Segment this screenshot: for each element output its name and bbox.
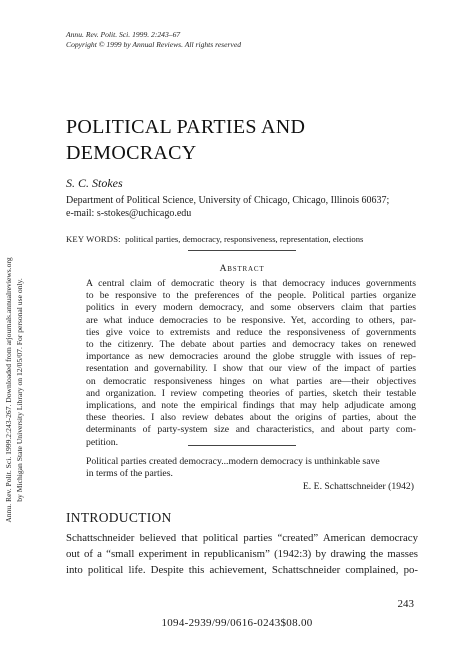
abstract-line: to the citizenry. The debate about parties and democracy takes on renewed bbox=[86, 339, 416, 351]
affiliation-email: e-mail: s-stokes@uchicago.edu bbox=[66, 207, 192, 219]
sidebar-line-1: Annu. Rev. Polit. Sci. 1999.2:243-267. Downloaded from arjournals.annualreviews.org bbox=[4, 257, 13, 523]
introduction-line: into political life. Despite this achievement, Schattschneider complained, po- bbox=[66, 564, 418, 577]
abstract-line: to be responsive to the preferences of the people. Political parties organize bbox=[86, 290, 416, 302]
copyright-line: Copyright © 1999 by Annual Reviews. All rights reserved bbox=[66, 40, 241, 49]
abstract-line: are what induce democracies to be responsive. Yet, according to others, par- bbox=[86, 314, 416, 326]
author-affiliation bbox=[66, 195, 416, 220]
sidebar-line-2: by Michigan State University Library on 12/05/07. For personal use only. bbox=[14, 278, 24, 502]
page-number: 243 bbox=[397, 598, 414, 610]
introduction-line: Schattschneider believed that political parties “created” American democracy bbox=[66, 532, 418, 544]
keywords-list: political parties, democracy, responsiveness, representation, elections bbox=[125, 234, 364, 244]
section-heading-introduction: INTRODUCTION bbox=[66, 510, 172, 525]
author-name: S. C. Stokes bbox=[66, 176, 123, 190]
abstract-line: implications, and note the empirical findings that may help adjudicate among bbox=[86, 400, 416, 412]
abstract-line: on democratic responsiveness hinges on what parties are—their objectives bbox=[86, 375, 416, 387]
abstract-line: politics in every modern democracy, and some observers claim that parties bbox=[86, 302, 416, 314]
abstract-line: and organization. I review competing theories of parties, sketch their testable bbox=[86, 387, 416, 399]
abstract-line: ties give voice to extremists and reduce the responsiveness of governments bbox=[86, 326, 416, 338]
epigraph-line-1: Political parties created democracy...modern democracy is unthinkable save bbox=[86, 456, 380, 467]
epigraph-line-2: in terms of the parties. bbox=[86, 468, 173, 480]
abstract-line: petition. bbox=[86, 436, 119, 448]
abstract-line: A central claim of democratic theory is that democracy induces governments bbox=[86, 278, 416, 289]
footer-code: 1094-2939/99/0616-0243$08.00 bbox=[161, 617, 313, 629]
title-line-1: POLITICAL PARTIES AND bbox=[66, 116, 306, 138]
abstract-top-rule bbox=[188, 250, 296, 251]
journal-citation: Annu. Rev. Polit. Sci. 1999. 2:243–67 bbox=[66, 30, 181, 39]
abstract-bottom-rule bbox=[188, 445, 296, 446]
abstract-line: determinants of party-system size and characteristics, and about party com- bbox=[86, 424, 416, 436]
abstract-heading: Abstract bbox=[219, 263, 265, 274]
abstract-line: these theories. I also review debates about the origins of parties, about the bbox=[86, 412, 416, 424]
abstract-line: resentation and governability. I show that our view of the impact of parties bbox=[86, 363, 416, 375]
download-sidebar bbox=[4, 190, 24, 590]
introduction-line: out of a “small experiment in republicanism” (1942:3) by drawing the masses bbox=[66, 548, 418, 561]
epigraph-quote bbox=[86, 456, 416, 480]
abstract-body bbox=[86, 278, 416, 449]
keywords-label: KEY WORDS: bbox=[66, 234, 121, 244]
title-line-2: DEMOCRACY bbox=[66, 142, 197, 164]
introduction-body bbox=[66, 530, 418, 579]
keywords bbox=[66, 234, 363, 244]
abstract-line: importance as new democracies around the globe struggle with issues of rep- bbox=[86, 351, 416, 363]
affiliation-line-1: Department of Political Science, University of Chicago, Chicago, Illinois 60637; bbox=[66, 195, 390, 206]
epigraph-attribution: E. E. Schattschneider (1942) bbox=[302, 481, 414, 492]
article-title bbox=[66, 114, 305, 166]
